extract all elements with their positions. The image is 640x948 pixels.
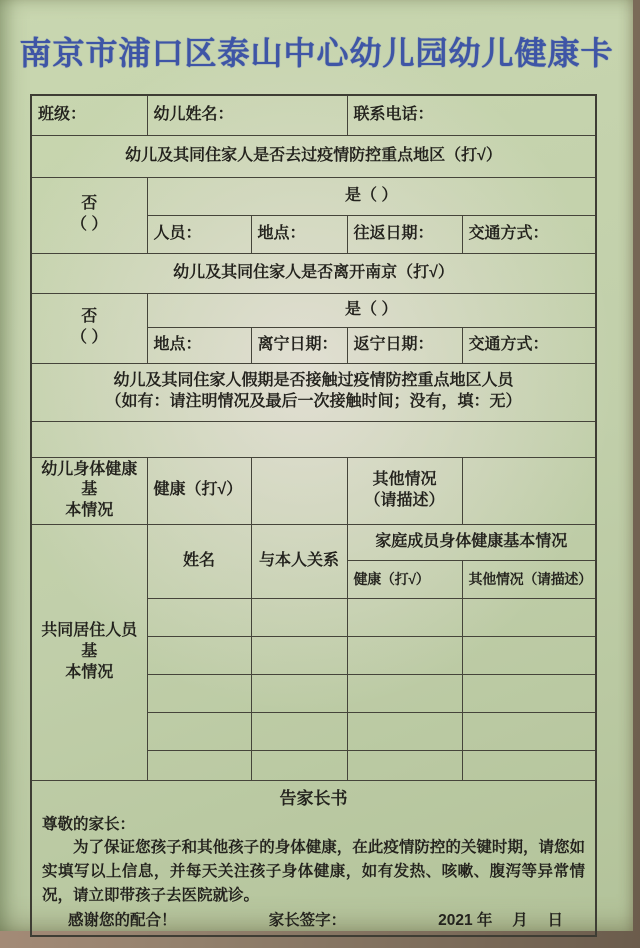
child-other-label: 其他情况 （请描述） (347, 457, 462, 524)
blank-fill-cell (251, 636, 347, 674)
blank-fill-cell (147, 674, 251, 712)
contact-question-row (31, 363, 596, 421)
visited-person-field: 人员： (147, 215, 251, 253)
blank-fill-cell (347, 598, 462, 636)
basic-info-row (31, 95, 596, 135)
date-line: 2021 年 月 日 (438, 912, 564, 930)
child-name-field-label: 幼儿姓名： (147, 95, 347, 135)
blank-fill-cell (147, 598, 251, 636)
leave-yes-cell: 是（ ） (147, 293, 596, 327)
cohabitant-relation-header: 与本人关系 (251, 524, 347, 598)
blank-fill-cell (462, 598, 596, 636)
notice-body: 为了保证您孩子和其他孩子的身体健康，在此疫情防控的关键时期，请您如实填写以上信息，并每天关注孩子身体健康，如有发热、咳嗽、腹泻等异常情况，请立即带孩子去医院就诊。 (42, 839, 586, 905)
child-health-row (31, 457, 596, 524)
visited-no-label: 否 (81, 195, 98, 213)
blank-fill-cell (147, 636, 251, 674)
notice-footer (42, 911, 585, 931)
blank-fill-cell (347, 712, 462, 750)
notice-title: 告家长书 (279, 788, 348, 808)
notice-section (31, 780, 596, 936)
leave-no-label: 否 (81, 308, 98, 326)
family-health-header: 家庭成员身体健康基本情况 (347, 524, 596, 560)
blank-fill-cell (347, 750, 462, 780)
blank-fill-cell (251, 750, 347, 780)
blank-fill-cell (462, 636, 596, 674)
leave-transport-field: 交通方式： (462, 327, 596, 363)
visited-yes-cell: 是（ ） (147, 177, 596, 215)
visited-transport-field: 交通方式： (462, 215, 596, 253)
notice-salutation: 尊敬的家长： (42, 815, 136, 833)
contact-answer-cell (31, 421, 596, 457)
cohabitant-healthy-header: 健康（打√） (347, 560, 462, 598)
leave-no-paren: （ ） (71, 329, 108, 346)
notice-thanks: 感谢您的配合！ (68, 912, 177, 930)
child-healthy-label: 健康（打√） (147, 457, 251, 524)
leave-nanjing-header-row (31, 253, 596, 293)
leave-nanjing-yes-row (31, 293, 596, 327)
cohabitant-other-header: 其他情况（请描述） (462, 560, 596, 598)
cohabitant-section-label: 共同居住人员基 本情况 (31, 524, 147, 780)
visited-dates-field: 往返日期： (347, 215, 462, 253)
leave-no-cell (31, 293, 147, 363)
leave-return-date-field: 返宁日期： (347, 327, 462, 363)
child-health-section-label: 幼儿身体健康基 本情况 (31, 457, 147, 524)
blank-fill-cell (251, 674, 347, 712)
notice-row (31, 780, 596, 936)
class-field-label: 班级： (31, 95, 147, 135)
blank-fill-cell (251, 712, 347, 750)
signature-label: 家长签字： (268, 912, 347, 930)
phone-field-label: 联系电话： (347, 95, 596, 135)
blank-fill-cell (347, 636, 462, 674)
contact-question-line1: 幼儿及其同住家人假期是否接触过疫情防控重点地区人员 (113, 372, 514, 390)
cohabitant-header-row-1 (31, 524, 596, 560)
blank-fill-cell (462, 674, 596, 712)
blank-fill-cell (147, 750, 251, 780)
contact-question (31, 363, 596, 421)
contact-answer-row (31, 421, 596, 457)
visited-region-header-row (31, 135, 596, 177)
contact-question-line2: （如有：请注明情况及最后一次接触时间；没有，填：无） (105, 393, 522, 410)
page-title: 南京市浦口区泰山中心幼儿园幼儿健康卡 (19, 35, 614, 71)
visited-no-paren: （ ） (71, 216, 108, 233)
blank-fill-cell (251, 598, 347, 636)
health-card-table (30, 94, 597, 937)
cohabitant-name-header: 姓名 (147, 524, 251, 598)
visited-region-yes-row (31, 177, 596, 215)
leave-nanjing-question: 幼儿及其同住家人是否离开南京（打√） (31, 253, 596, 293)
blank-fill-cell (347, 674, 462, 712)
leave-place-field: 地点： (147, 327, 251, 363)
blank-fill-cell (462, 750, 596, 780)
visited-place-field: 地点： (251, 215, 347, 253)
visited-region-question: 幼儿及其同住家人是否去过疫情防控重点地区（打√） (31, 135, 596, 177)
child-healthy-check-cell (251, 457, 347, 524)
visited-no-cell (31, 177, 147, 253)
blank-fill-cell (462, 712, 596, 750)
blank-fill-cell (147, 712, 251, 750)
leave-depart-date-field: 离宁日期： (251, 327, 347, 363)
child-other-desc-cell (462, 457, 596, 524)
